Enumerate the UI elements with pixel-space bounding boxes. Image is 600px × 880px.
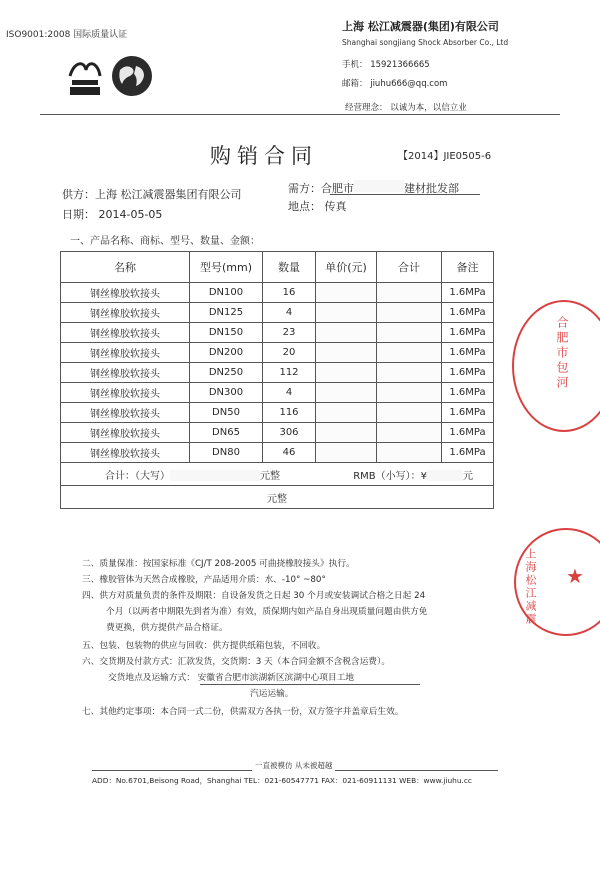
item-note: 1.6MPa [442,303,494,323]
location-line: 地点： 传真 [288,200,347,213]
table-row [61,343,494,363]
contract-title: 购销合同 [210,144,318,168]
item-name: 钢丝橡胶软接头 [61,323,190,343]
term-4c: 费更换，供方提供产品合格证。 [106,623,228,633]
term-2: 二、质量保准：按国家标准《CJ/T 208-2005 可曲挠橡胶接头》执行。 [82,559,355,569]
items-table [60,251,494,509]
item-model: DN100 [190,283,263,303]
item-price [316,303,377,323]
table-row [61,423,494,443]
table-row [61,443,494,463]
item-model: DN250 [190,363,263,383]
item-model: DN80 [190,443,263,463]
header-note: 备注 [442,252,494,283]
total-label: 合计：（大写） [105,470,170,482]
supplier-line: 供方：上海 松江减震器集团有限公司 [62,188,242,201]
item-total [377,383,442,403]
buyer-prefix: 合肥市 [321,182,354,195]
item-name: 钢丝橡胶软接头 [61,283,190,303]
item-price [316,343,377,363]
item-name: 钢丝橡胶软接头 [61,383,190,403]
total-unit: 元整 [260,470,280,482]
item-price [316,443,377,463]
item-total [377,443,442,463]
item-note: 1.6MPa [442,423,494,443]
total-unit2: 元整 [61,486,494,509]
item-name: 钢丝橡胶软接头 [61,303,190,323]
buyer-label: 需方： [288,182,321,195]
item-model: DN50 [190,403,263,423]
supplier-stamp [514,528,600,636]
item-model: DN200 [190,343,263,363]
table-row [61,363,494,383]
term-4a: 四、供方对质量负责的条件及期限：自设备发货之日起 30 个月或安装调试合格之日起 24 [82,591,426,601]
buyer-stamp-text: 合肥市包河 [555,316,569,391]
supplier-stamp-text: 上海松江减震 [524,548,537,626]
item-total [377,303,442,323]
item-note: 1.6MPa [442,383,494,403]
header-qty: 数量 [263,252,316,283]
document-number: 【2014】JIE0505-6 [398,151,492,162]
header-divider [40,114,560,115]
rmb-unit: 元 [463,470,473,482]
item-total [377,343,442,363]
item-name: 钢丝橡胶软接头 [61,423,190,443]
rmb-label: RMB（小写）：¥ [353,470,427,482]
section1-heading: 一、产品名称、商标、型号、数量、金额： [70,236,260,247]
star-icon: ★ [566,564,584,588]
item-note: 1.6MPa [442,403,494,423]
item-name: 钢丝橡胶软接头 [61,403,190,423]
footer-motto: 一直被模仿 从未被超越 [252,760,335,771]
term-7: 七、其他约定事项：本合同一式二份，供需双方各执一份，双方签字并盖章后生效。 [82,707,404,717]
table-row [61,383,494,403]
company-phone: 手机： 15921366665 [342,60,430,70]
item-price [316,423,377,443]
item-total [377,323,442,343]
item-qty: 112 [263,363,316,383]
term-6b: 交货地点及运输方式： 安徽省合肥市滨湖新区滨湖中心项目工地 [108,673,355,683]
total-cell [61,463,494,486]
company-email: 邮箱： jiuhu666@qq.com [342,79,448,89]
company-motto: 经营理念： 以诚为本，以信立业 [345,103,467,113]
item-qty: 20 [263,343,316,363]
item-qty: 16 [263,283,316,303]
footer-address: ADD：No.6701,Beisong Road，Shanghai TEL：021-60547771 FAX：021-60911131 WEB：www.jiuhu.cc [92,776,472,785]
company-name: 上海 松江减震器(集团)有限公司 [342,20,499,33]
table-row [61,283,494,303]
item-note: 1.6MPa [442,283,494,303]
expo-logo-icon [64,56,106,100]
item-total [377,403,442,423]
globe-logo-icon [112,56,152,96]
item-name: 钢丝橡胶软接头 [61,363,190,383]
company-name-en: Shanghai songjiang Shock Absorber Co., Ltd [342,38,509,47]
item-total [377,283,442,303]
item-model: DN150 [190,323,263,343]
item-model: DN300 [190,383,263,403]
item-model: DN125 [190,303,263,323]
item-qty: 23 [263,323,316,343]
certification-text: ISO9001:2008 国际质量认证 [6,30,128,40]
table-row [61,403,494,423]
buyer-underline [330,194,480,195]
item-name: 钢丝橡胶软接头 [61,443,190,463]
item-qty: 4 [263,383,316,403]
item-note: 1.6MPa [442,343,494,363]
item-note: 1.6MPa [442,323,494,343]
item-price [316,323,377,343]
item-price [316,363,377,383]
table-row [61,303,494,323]
item-total [377,423,442,443]
total-row [61,463,494,486]
header-model: 型号(mm) [190,252,263,283]
item-qty: 4 [263,303,316,323]
item-price [316,283,377,303]
table-row [61,323,494,343]
item-price [316,383,377,403]
header-name: 名称 [61,252,190,283]
item-price [316,403,377,423]
term-5: 五、包装、包装物的供应与回收：供方提供纸箱包装，不回收。 [82,641,326,651]
term-6: 六、交货期及付款方式：汇款发货，交货期：3 天（本合同金额不含税含运费）。 [82,657,391,667]
buyer-stamp [512,300,600,432]
item-qty: 116 [263,403,316,423]
term-4b: 个月（以两者中期限先到者为准）有效，质保期内如产品自身出现质量问题由供方免 [106,607,428,617]
buyer-suffix: 建材批发部 [404,182,459,195]
item-name: 钢丝橡胶软接头 [61,343,190,363]
table-header-row [61,252,494,283]
item-total [377,363,442,383]
item-note: 1.6MPa [442,363,494,383]
item-qty: 306 [263,423,316,443]
header-price: 单价(元) [316,252,377,283]
item-qty: 46 [263,443,316,463]
item-model: DN65 [190,423,263,443]
date-line: 日期： 2014-05-05 [62,208,163,221]
term-6c: 汽运运输。 [250,689,294,699]
header-total: 合计 [377,252,442,283]
item-note: 1.6MPa [442,443,494,463]
delivery-underline [200,684,420,685]
term-3: 三、橡胶管体为天然合成橡胶，产品适用介质：水、-10° ~80° [82,575,326,585]
total-row-2 [61,486,494,509]
